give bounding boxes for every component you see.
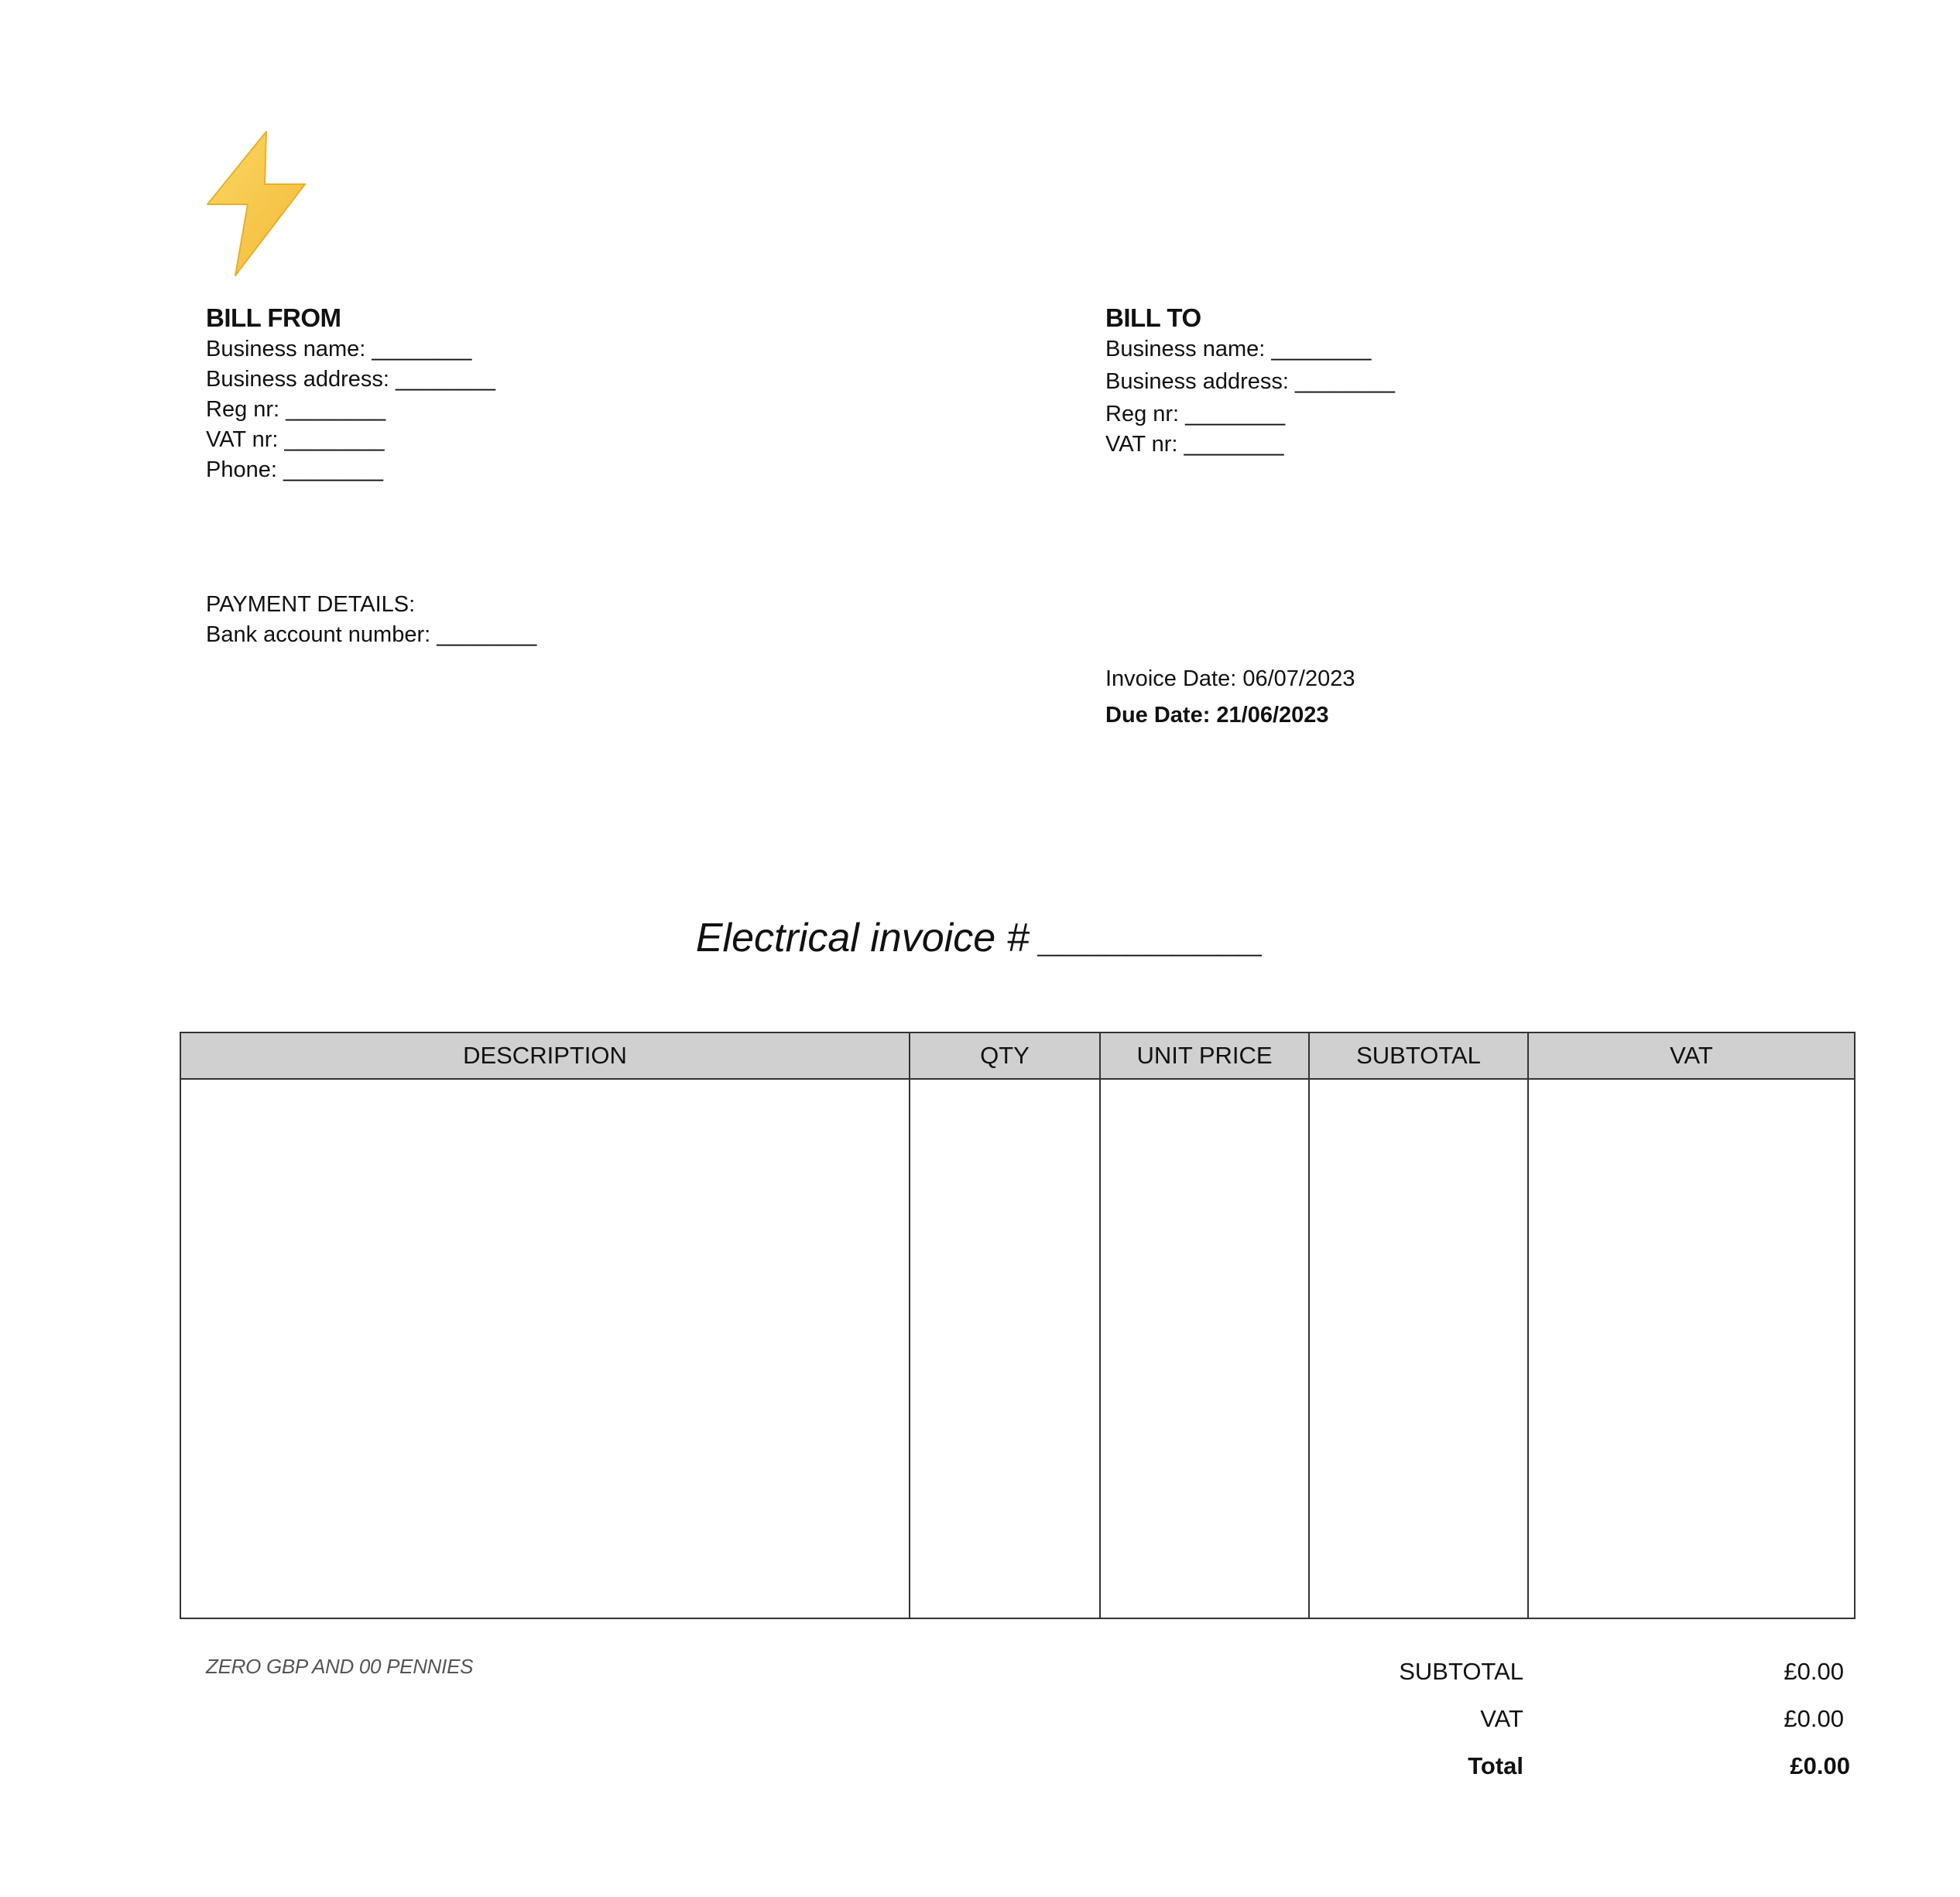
column-header-description: DESCRIPTION <box>180 1032 910 1079</box>
bill-from-business-address: Business address: ________ <box>206 367 496 392</box>
bill-to-vat-nr: VAT nr: ________ <box>1105 432 1284 457</box>
bill-to-section <box>1105 303 1395 460</box>
total-value: £0.00 <box>1790 1752 1850 1779</box>
payment-details-heading: PAYMENT DETAILS: <box>206 592 416 617</box>
column-header-vat: VAT <box>1528 1032 1855 1079</box>
column-header-unit-price: UNIT PRICE <box>1100 1032 1309 1079</box>
cell-description <box>180 1079 910 1618</box>
bill-to-business-address: Business address: ________ <box>1105 369 1396 394</box>
amount-in-words: ZERO GBP AND 00 PENNIES <box>206 1655 474 1678</box>
cell-qty <box>910 1079 1100 1618</box>
line-items-table <box>180 1032 1855 1619</box>
table-header-row <box>180 1032 1855 1079</box>
bill-to-business-name: Business name: ________ <box>1105 337 1372 361</box>
bill-from-heading: BILL FROM <box>206 303 341 332</box>
bill-from-business-name: Business name: ________ <box>206 337 472 361</box>
lightning-bolt-icon <box>203 130 311 277</box>
invoice-title: Electrical invoice # __________ <box>695 916 1265 960</box>
bill-from-vat-nr: VAT nr: ________ <box>206 427 385 452</box>
bill-from-reg-nr: Reg nr: ________ <box>206 397 386 422</box>
dates-section <box>1105 661 1355 734</box>
bank-account-number: Bank account number: ________ <box>206 622 537 647</box>
cell-subtotal <box>1309 1079 1528 1618</box>
invoice-date: Invoice Date: 06/07/2023 <box>1105 666 1355 691</box>
column-header-subtotal: SUBTOTAL <box>1309 1032 1528 1079</box>
vat-value: £0.00 <box>1784 1705 1844 1732</box>
column-header-qty: QTY <box>910 1032 1100 1079</box>
subtotal-label: SUBTOTAL <box>1399 1658 1523 1685</box>
bill-to-reg-nr: Reg nr: ________ <box>1105 402 1286 426</box>
bill-from-phone: Phone: ________ <box>206 457 383 482</box>
table-row <box>180 1079 1855 1618</box>
vat-label: VAT <box>1480 1705 1523 1732</box>
cell-unit-price <box>1100 1079 1309 1618</box>
cell-vat <box>1528 1079 1855 1618</box>
subtotal-value: £0.00 <box>1784 1658 1844 1685</box>
total-label: Total <box>1468 1752 1523 1779</box>
due-date: Due Date: 21/06/2023 <box>1105 703 1329 728</box>
payment-details-section <box>206 590 536 650</box>
bill-from-section <box>206 303 495 485</box>
bill-to-heading: BILL TO <box>1105 303 1201 332</box>
